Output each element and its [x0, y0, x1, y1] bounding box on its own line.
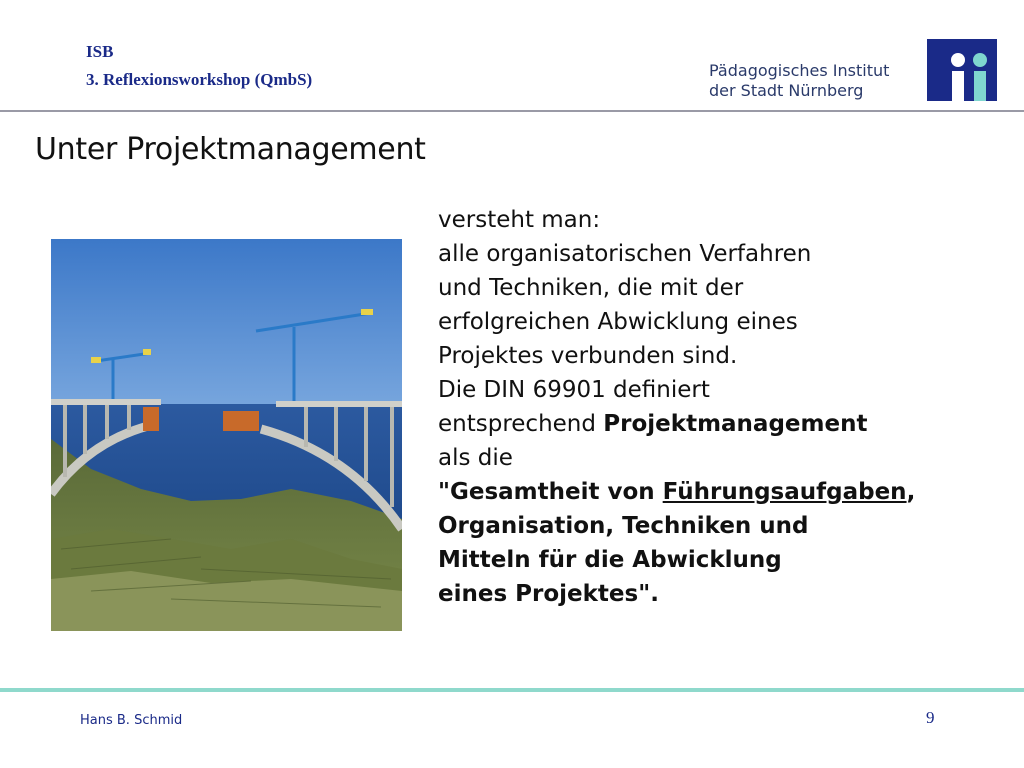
- footer-divider: [0, 688, 1024, 692]
- page-number: 9: [926, 708, 935, 727]
- text-line: und Techniken, die mit der: [438, 275, 744, 301]
- institute-name-line2: der Stadt Nürnberg: [709, 81, 864, 100]
- definition-text: [438, 203, 998, 611]
- text-fragment: Organisation, Techniken und: [438, 513, 809, 539]
- footer-author: Hans B. Schmid: [80, 713, 183, 728]
- text-line: alle organisatorischen Verfahren: [438, 241, 812, 267]
- header-divider: [0, 110, 1024, 112]
- text-line: [438, 509, 998, 543]
- institute-name-line1: Pädagogisches Institut: [709, 61, 890, 80]
- text-fragment: entsprechend: [438, 411, 604, 437]
- text-fragment: eines Projektes".: [438, 581, 659, 607]
- text-line: versteht man:: [438, 207, 601, 233]
- text-line: [438, 475, 998, 509]
- header-subtitle: 3. Reflexionsworkshop (QmbS): [86, 70, 313, 89]
- text-fragment: Mitteln für die Abwicklung: [438, 547, 782, 573]
- text-line: [438, 577, 998, 611]
- institute-name: [709, 61, 909, 101]
- bridge-construction-photo: [51, 239, 402, 631]
- text-line: [438, 543, 998, 577]
- text-line: als die: [438, 445, 513, 471]
- text-line: [438, 407, 998, 441]
- slide-title: Unter Projektmanagement: [35, 132, 426, 167]
- text-fragment: ,: [906, 479, 916, 505]
- term-projektmanagement: Projektmanagement: [603, 411, 868, 437]
- text-line: Die DIN 69901 definiert: [438, 377, 710, 403]
- text-fragment: "Gesamtheit von: [438, 479, 663, 505]
- term-fuehrungsaufgaben: Führungsaufgaben: [662, 479, 907, 505]
- header-org: ISB: [86, 42, 114, 61]
- text-line: erfolgreichen Abwicklung eines: [438, 309, 798, 335]
- pi-institute-logo-icon: [927, 39, 997, 101]
- text-line: Projektes verbunden sind.: [438, 343, 738, 369]
